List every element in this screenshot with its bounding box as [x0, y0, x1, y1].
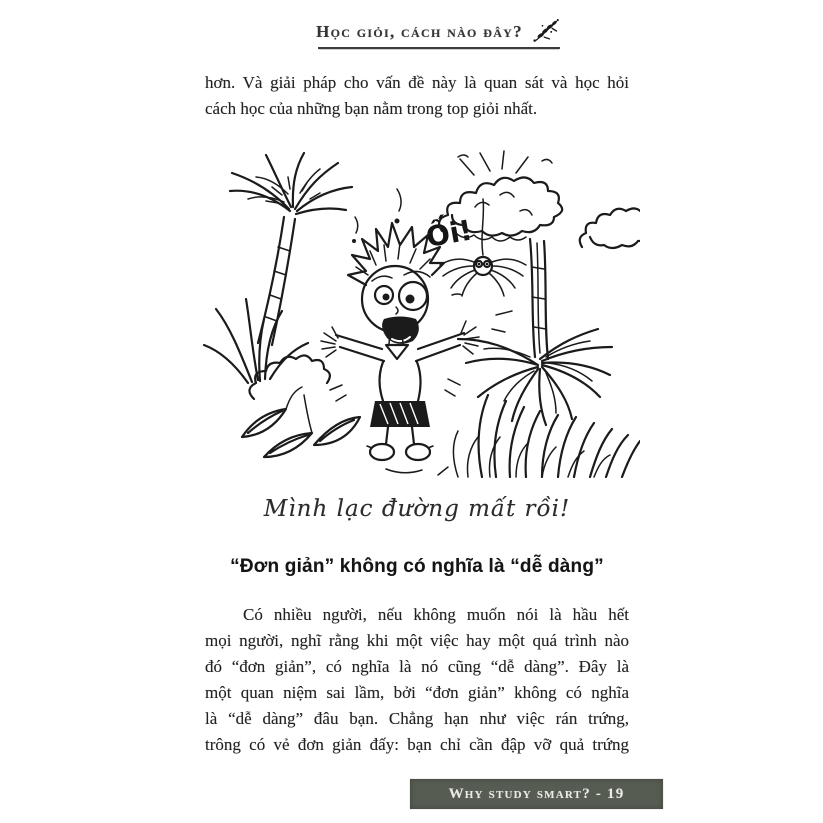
body-line: là “dễ dàng” đâu bạn. Chẳng hạn như việc rán trứng, — [205, 709, 629, 728]
body-line: một quan niệm sai lầm, bởi “đơn giản” không có nghĩa — [205, 683, 629, 702]
page-header-title: Học giỏi, cách nào đây? — [316, 22, 523, 41]
intro-line: cách học của những bạn nằm trong top giỏi nhất. — [205, 99, 538, 118]
left-grass-icon — [204, 299, 308, 383]
section-heading: “Đơn giản” không có nghĩa là “dễ dàng” — [230, 556, 604, 577]
footer-text: Why study smart? - 19 — [448, 785, 625, 802]
intro-line: hơn. Và giải pháp cho vấn đề này là quan sát và học hỏi — [205, 73, 629, 92]
body-paragraph — [205, 602, 629, 758]
right-fern-icon — [458, 311, 612, 425]
body-line: trông có vẻ đơn giản đấy: bạn chỉ cần đập vỡ quả trứng — [205, 735, 629, 754]
page-header — [318, 14, 560, 49]
ink-flourish-icon — [530, 17, 562, 45]
jungle-illustration — [190, 146, 640, 478]
footer-page-bar — [410, 779, 663, 809]
right-grass-icon — [438, 395, 640, 477]
intro-paragraph — [205, 70, 629, 122]
illustration-caption: Mình lạc đường mất rồi! — [263, 496, 571, 522]
boy-mouth — [382, 317, 419, 344]
body-line: mọi người, nghĩ rằng khi một việc hay một quá trình nào — [205, 631, 629, 650]
exclamation-text: Ối! — [423, 213, 475, 254]
body-line: đó “đơn giản”, có nghĩa là nó cũng “dễ dàng”. Đây là — [205, 657, 629, 676]
body-line: Có nhiều người, nếu không muốn nói là hầu hết — [243, 605, 629, 624]
right-palm-trees-icon — [439, 151, 640, 359]
